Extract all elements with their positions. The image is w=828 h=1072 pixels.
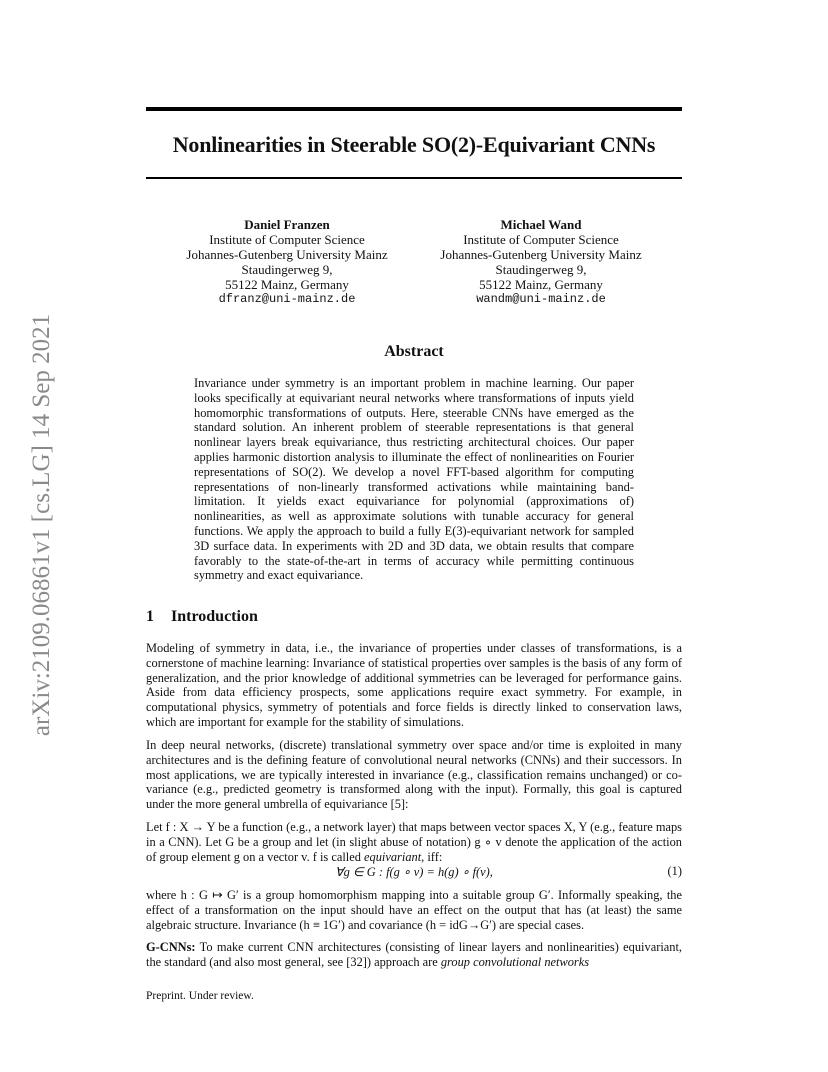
equation-body: ∀g ∈ G : f(g ∘ v) = h(g) ∘ f(v),	[335, 865, 493, 879]
author-university: Johannes-Gutenberg University Mainz	[440, 247, 642, 262]
paragraph-3	[146, 820, 682, 864]
author-block-1	[167, 217, 407, 307]
paragraph-5	[146, 940, 682, 970]
author-city: 55122 Mainz, Germany	[225, 277, 349, 292]
abstract-heading: Abstract	[384, 343, 444, 360]
footer-note: Preprint. Under review.	[146, 990, 254, 1002]
abstract-text: Invariance under symmetry is an important problem in machine learning. Our paper looks specifically at equivariant neural networks where transformations of inputs yield homomorphic transformations of outputs. Here, steerable CNNs have emerged as the standard solution. An inherent problem of steerable representations is that general nonlinear layers break equivariance, thus restricting architectural choices. Our paper applies harmonic distortion analysis to illuminate the effect of nonlinearities on Fourier representations of SO(2). We develop a novel FFT-based algorithm for computing representations of non-linearly transformed activations while maintaining band-limitation. It yields exact equivariance for polynomial (approximations of) nonlinearities, as well as approximate solutions with tunable accuracy for general functions. We apply the approach to build a fully E(3)-equivariant network for sampled 3D surface data. In experiments with 2D and 3D data, we obtain results that compare favorably to the state-of-the-art in terms of accuracy while permitting continuous symmetry and exact equivariance.	[194, 376, 634, 583]
author-university: Johannes-Gutenberg University Mainz	[186, 247, 388, 262]
author-street: Staudingerweg 9,	[241, 262, 333, 277]
term-equivariant: equivariant	[364, 849, 422, 864]
paper-title: Nonlinearities in Steerable SO(2)-Equivariant CNNs	[172, 132, 656, 157]
author-institute: Institute of Computer Science	[209, 232, 365, 247]
paragraph-4: where h : G ↦ G′ is a group homomorphism mapping into a suitable group G′. Informally speaking, the effect of a transformation on the input should have an effect on the output that has (at least) the same algebraic structure. Invariance (h ≡ 1G′) and covariance (h = idG→G′) are special cases.	[146, 888, 682, 932]
author-institute: Institute of Computer Science	[463, 232, 619, 247]
paragraph-2: In deep neural networks, (discrete) translational symmetry over space and/or time is exploited in many architectures and is the defining feature of convolutional neural networks (CNNs) and their successors. In most applications, we are typically interested in invariance (e.g., classification remains unchanged) or co-variance (e.g., predicted geometry is transformed along with the input). Formally, this goal is captured under the more general umbrella of equivariance [5]:	[146, 738, 682, 812]
paragraph-1: Modeling of symmetry in data, i.e., the invariance of properties under classes of transformations, is a cornerstone of machine learning: Invariance of statistical properties over samples is the basis of any form of generalization, and the prior knowledge of additional symmetries can be leveraged for performance gains. Aside from data efficiency prospects, some applications require exact symmetry. For example, in computational physics, symmetry of potentials and force fields is directly linked to conservation laws, which are important for example for the stability of simulations.	[146, 641, 682, 729]
arxiv-identifier: arXiv:2109.06861v1 [cs.LG] 14 Sep 2021	[28, 313, 55, 737]
author-name: Daniel Franzen	[244, 217, 330, 232]
equation-number: (1)	[667, 864, 682, 878]
paragraph-5-text: To make current CNN architectures (consisting of linear layers and nonlinearities) equivariant, the standard (and also most general, see [32]) approach are	[146, 940, 682, 969]
paragraph-3-text: Let f : X → Y be a function (e.g., a network layer) that maps between vector spaces X, Y (e.g., feature maps in a CNN). Let G be a group and let (in slight abuse of notation) g ∘ v denote the application of the action of group element g on a vector v. f is called	[146, 820, 682, 864]
run-in-heading: G-CNNs:	[146, 940, 196, 954]
title-bottom-rule	[146, 177, 682, 179]
paragraph-3-tail: , iff:	[421, 849, 443, 864]
section-heading	[146, 608, 258, 626]
author-street: Staudingerweg 9,	[495, 262, 587, 277]
section-title: Introduction	[171, 608, 258, 625]
author-block-2	[421, 217, 661, 307]
author-email[interactable]: dfranz@uni-mainz.de	[218, 292, 356, 306]
author-email[interactable]: wandm@uni-mainz.de	[476, 292, 606, 306]
arxiv-sidebar	[12, 290, 72, 760]
author-name: Michael Wand	[500, 217, 582, 232]
author-city: 55122 Mainz, Germany	[479, 277, 603, 292]
section-number: 1	[146, 608, 154, 625]
term-group-conv: group convolutional networks	[440, 954, 590, 969]
title-top-rule	[146, 107, 682, 111]
